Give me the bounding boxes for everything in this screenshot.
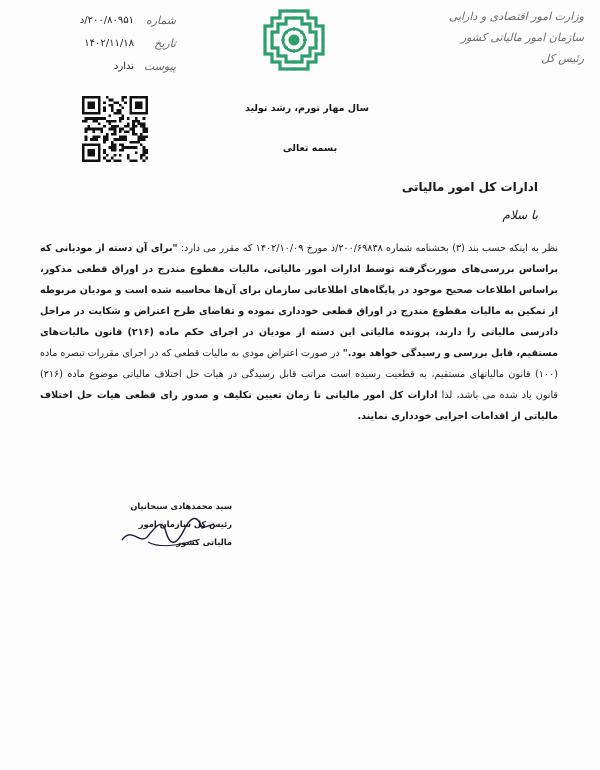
addressee: ادارات کل امور مالیاتی [401,180,538,194]
ministry-header [434,6,584,69]
ministry-line: وزارت امور اقتصادی و دارایی [448,10,584,23]
quoted-directive: "برای آن دسته از مودیانی که براساس بررسی‌های صورت‌گرفته توسط ادارات امور مالیاتی، مالیات مقطوع مندرج در اوراق قطعی مذکور، براساس اطلاعات صحیح موجود در پایگاه‌های اطلاعاتی سازمان برای آن‌ها محاسبه شده است و مودیان مربوطه از تمکین به مالیات مقطوع مندرج در اوراق قطعی خودداری نموده و تقاضای طرح اعتراض و شکایت در مراحل دادرسی مالیاتی را دارند، پرونده مالیاتی این دسته از مودیان در اجرای حکم ماده (۲۱۶) قانون مالیات‌های مستقیم، قابل بررسی و رسیدگی خواهد بود." [40,243,559,359]
letter-body [40,238,558,427]
date-label: تاریخ [154,37,176,50]
bismillah: بسمه تعالی [282,143,338,154]
letter-date-row [66,37,176,60]
attachment-row [66,60,176,83]
letter-date: ۱۴۰۲/۱۱/۱۸ [84,38,134,49]
office-line: رئیس کل [541,52,584,65]
year-slogan: سال مهار تورم، رشد تولید [245,103,369,114]
letter-number-row [66,14,176,37]
attachment-label: پیوست [143,60,176,73]
letter-number: ۲۰۰/۸۰۹۵۱/د [79,15,134,26]
organization-line: سازمان امور مالیاتی کشور [460,31,584,44]
attachment-value: ندارد [113,61,134,72]
number-label: شماره [145,14,176,27]
qr-code [82,96,148,162]
tax-organization-emblem [262,8,326,72]
closing-directive: ادارات کل امور مالیاتی تا زمان تعیین تکلیف و صدور رای قطعی هیات حل اختلاف مالیاتی از اقدامات اجرایی خودداری نمایند. [40,390,558,422]
intro-text: نظر به اینکه حسب بند (۳) بخشنامه شماره ۲۰۰/۶۹۸۳۸/د مورخ ۱۴۰۲/۱۰/۰۹ که مقرر می دارد: [180,243,558,254]
handwritten-signature [118,506,218,550]
greeting: با سلام [502,208,538,222]
letter-metadata [66,14,176,83]
signer-name: سید محمدهادی سبحانیان [130,501,232,511]
body-text: در صورت اعتراض مودی به مالیات قطعی که در اجرای مقررات تبصره ماده (۱۰۰) قانون مالیاتهای مستقیم، به قطعیت رسیده است مراتب قابل رسیدگی در هیات حل اختلاف مالیاتی موضوع ماده (۲۱۶) قانون یاد شده می باشد، لذا [40,348,558,401]
signer-title: رئیس کل سازمان امور مالیاتی کشور [138,519,232,547]
